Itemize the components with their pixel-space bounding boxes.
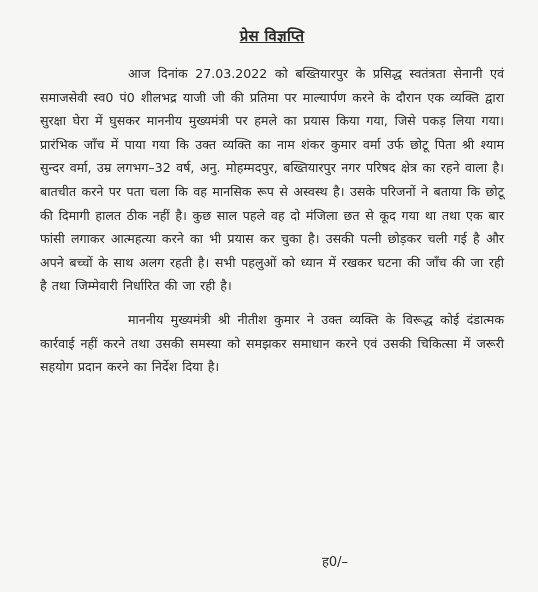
body-paragraph-2: माननीय मुख्यमंत्री श्री नीतीश कुमार ने उक्त व्यक्ति के विरूद्ध कोई दंडात्मक कार्रवाई नहीं करने तथा उसकी समस्या को समझकर समाधान करने एवं उसकी चिकित्सा में जरूरी सहयोग प्रदान करने का निर्देश दिया है। bbox=[40, 311, 504, 375]
signature-mark: ह0/– bbox=[322, 555, 349, 570]
document-title: प्रेस विज्ञप्ति bbox=[239, 27, 305, 45]
body-paragraph-1: आज दिनांक 27.03.2022 को बख्तियारपुर के प्रसिद्ध स्वतंत्रता सेनानी एवं समाजसेवी स्व0 पं0 शीलभद्र याजी जी की प्रतिमा पर माल्यार्पण करने के दौरान एक व्यक्ति द्वारा सुरक्षा घेरा में घुसकर माननीय मुख्यमंत्री पर हमले का प्रयास किया गया, जिसे पकड़ लिया गया। प्रारंभिक जाँच में पाया गया कि उक्त व्यक्ति का नाम शंकर कुमार वर्मा उर्फ छोटू पिता श्री श्याम सुन्दर वर्मा, उम्र लगभग–32 वर्ष, अनु. मोहम्मदपुर, बख्तियारपुर नगर परिषद क्षेत्र का रहने वाला है। बातचीत करने पर पता चला कि वह मानसिक रूप से अस्वस्थ है। उसके परिजनों ने बताया कि छोटू की दिमागी हालत ठीक नहीं है। कुछ साल पहले वह दो मंजिला छत से कूद गया था तथा एक बार फांसी लगाकर आत्महत्या करने का भी प्रयास कर चुका है। उसकी पत्नी छोड़कर चली गई है और अपने बच्चों के साथ अलग रहती है। सभी पहलुओं को ध्यान में रखकर घटना की जाँच की जा रही है तथा जिम्मेवारी निर्धारित की जा रही है। bbox=[40, 66, 505, 294]
